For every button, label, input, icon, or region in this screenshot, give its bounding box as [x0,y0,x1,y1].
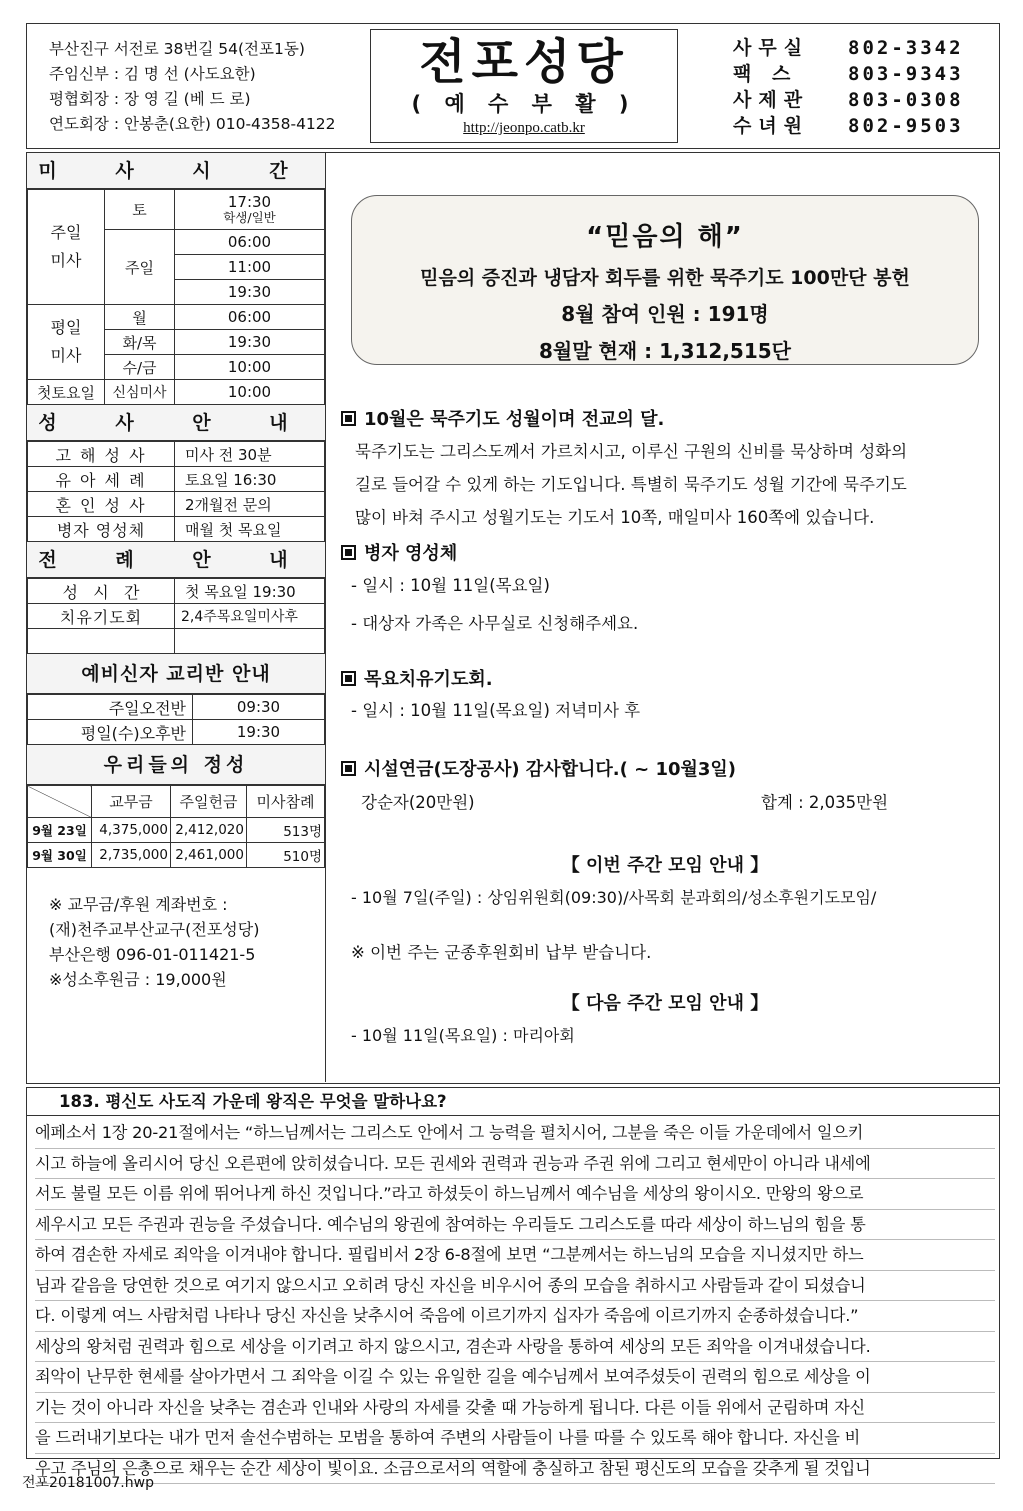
catechism-line: 서도 불릴 모든 이름 위에 뛰어나게 하신 것입니다.”라고 하셨듯이 하느님께서 예수님을 세상의 왕이시오. 만왕의 왕으로 [35,1179,995,1210]
catechism-line: 하여 겸손한 자세로 죄악을 이겨내야 합니다. 필립비서 2장 6-8절에 보면 “그분께서는 하느님의 모습을 지니셨지만 하느 [35,1240,995,1271]
catechumen-class: 주일오전반 [28,695,193,720]
catechumen-title: 예비신자 교리반 안내 [27,654,325,694]
this-week-item: - 10월 7일(주일) : 상임위원회(09:30)/사목회 분과회의/성소후원기도모임/ [351,888,877,907]
sunday-time-1: 06:00 [175,230,325,255]
this-week-note: ※ 이번 주는 군종후원회비 납부 받습니다. [351,943,652,962]
healing-prayer-notice [341,667,981,729]
church-subtitle: ( 예 수 부 활 ) [411,92,637,116]
square-bullet-icon [341,545,356,560]
contact-convent: 수녀원 802-9503 [733,115,964,137]
contact-list [733,35,964,139]
catechism-body [27,1116,999,1484]
middle-frame [26,152,1000,1084]
sacrament-name: 고 해 성 사 [28,442,175,467]
sunday-mass-label: 주일 미사 [28,190,105,305]
catechism-line: 세상의 왕처럼 권력과 힘으로 세상을 이기려고 하지 않으시고, 겸손과 사랑을 통하여 세상의 모든 죄악을 이겨내셨습니다. [35,1332,995,1363]
catechumen-time: 09:30 [193,695,325,720]
memorial-president: 연도회장 : 안봉춘(요한) 010-4358-4122 [49,115,336,133]
sacrament-name: 혼 인 성 사 [28,492,175,517]
notice-heading: 시설연금(도장공사) 감사합니다.( ~ 10월3일) [364,759,737,780]
liturgy-empty-cell [175,629,325,654]
notice-line: 많이 바쳐 주시고 성월기도는 기도서 10쪽, 매일미사 160쪽에 있습니다. [355,508,875,527]
sacrament-value: 매월 첫 목요일 [175,517,325,542]
offering-title: 우리들의 정성 [27,745,325,785]
fund-total: 합계 : 2,035만원 [761,793,889,812]
offering-date: 9월 30일 [28,843,92,868]
sunday-label: 주일 [105,230,175,305]
account-heading: ※ 교무금/후원 계좌번호 : [49,895,228,914]
catechism-line: 에페소서 1장 20-21절에서는 “하느님께서는 그리스도 안에서 그 능력을 펼치시어, 그분을 죽은 이들 가운데에서 일으키 [35,1118,995,1149]
sacrament-name: 병자 영성체 [28,517,175,542]
pastor: 주임신부 : 김 명 선 (사도요한) [49,65,256,83]
notice-heading: 10월은 묵주기도 성월이며 전교의 달. [364,409,665,430]
offering-corner-cell [28,786,92,818]
catechism-line: 죄악이 난무한 현세를 살아가면서 그 죄악을 이길 수 있는 유일한 길을 예수님께서 보여주셨듯이 권력의 힘으로 세상을 이 [35,1362,995,1393]
liturgy-name: 성 시 간 [28,579,175,604]
sunday-time-3: 19:30 [175,280,325,305]
offering-date: 9월 23일 [28,818,92,843]
liturgy-value: 첫 목요일 19:30 [175,579,325,604]
this-week-title: 【 이번 주간 모임 안내 】 [561,855,769,876]
weekday-day: 월 [105,305,175,330]
main-content [333,153,997,1082]
church-title-box [370,29,678,143]
weekday-day: 화/목 [105,330,175,355]
file-name: 전포20181007.hwp [22,1475,154,1491]
contact-office: 사무실 802-3342 [733,37,964,59]
next-week-title: 【 다음 주간 모임 안내 】 [561,993,769,1014]
liturgy-table [27,578,325,654]
offering-value: 513명 [247,818,325,843]
offering-value: 4,375,000 [92,818,171,843]
offering-value: 2,412,020 [171,818,247,843]
saturday-label: 토 [105,190,175,230]
saturday-time: 17:30 학생/일반 [175,190,325,230]
first-saturday-name: 신심미사 [105,380,175,405]
address: 부산진구 서전로 38번길 54(전포1동) [49,40,305,58]
sacrament-title: 성 사 안 내 [27,405,325,441]
catechumen-class: 평일(수)오후반 [28,720,193,745]
square-bullet-icon [341,671,356,686]
contact-fax: 팩 스 803-9343 [733,63,964,85]
next-week-item: - 10월 11일(목요일) : 마리아회 [351,1026,575,1045]
weekday-time: 10:00 [175,355,325,380]
sunday-time-2: 11:00 [175,255,325,280]
contact-rectory: 사제관 803-0308 [733,89,964,111]
church-name: 전포성당 [419,34,629,90]
sacrament-name: 유 아 세 례 [28,467,175,492]
weekday-mass-label: 평일 미사 [28,305,105,380]
catechism-line: 을 드러내기보다는 내가 먼저 솔선수범하는 모범을 통하여 주변의 사람들이 나를 따를 수 있도록 해야 합니다. 자신을 비 [35,1423,995,1454]
notice-line: 묵주기도는 그리스도께서 가르치시고, 이루신 구원의 신비를 묵상하며 성화의 [355,442,908,461]
sacrament-value: 토요일 16:30 [175,467,325,492]
liturgy-name: 치유기도회 [28,604,175,629]
year-of-faith-box [351,195,979,365]
notice-line: 길로 들어갈 수 있게 하는 기도입니다. 특별히 묵주기도 성월 기간에 묵주기도 [355,475,907,494]
offering-value: 2,461,000 [171,843,247,868]
catechism-line: 다. 이렇게 여느 사람처럼 나타나 당신 자신을 낮추시어 죽음에 이르기까지 십자가 죽음에 이르기까지 순종하셨습니다.” [35,1301,995,1332]
notice-line: - 일시 : 10월 11일(목요일) 저녁미사 후 [351,701,641,720]
council-president: 평협회장 : 장 영 길 (베 드 로) [49,90,251,108]
catechism-line: 님과 같음을 당연한 것으로 여기지 않으시고 오히려 당신 자신을 비우시어 종의 모습을 취하시고 사람들과 같이 되셨습니 [35,1271,995,1302]
faith-participants: 8월 참여 인원 : 191명 [561,302,769,326]
notice-line: - 대상자 가족은 사무실로 신청해주세요. [351,614,639,633]
liturgy-empty-cell [28,629,175,654]
weekday-day: 수/금 [105,355,175,380]
account-number: 부산은행 096-01-011421-5 [49,945,256,964]
rosary-notice [341,407,981,534]
fund-donor: 강순자(20만원) [361,793,475,812]
account-info [27,868,325,992]
account-holder: (재)천주교부산교구(전포성당) [49,920,260,939]
offering-value: 510명 [247,843,325,868]
notice-line: - 일시 : 10월 11일(목요일) [351,576,550,595]
offering-table [27,785,325,868]
left-column [27,153,326,1082]
mass-title: 미 사 시 간 [27,153,325,189]
liturgy-value: 2,4주목요일미사후 [175,604,325,629]
catechism-title: 183. 평신도 사도직 가운데 왕직은 무엇을 말하나요? [27,1088,999,1116]
sacrament-value: 미사 전 30분 [175,442,325,467]
faith-total: 8월말 현재 : 1,312,515단 [538,339,791,363]
offering-header: 주일헌금 [171,786,247,818]
first-saturday-time: 10:00 [175,380,325,405]
church-url[interactable]: http://jeonpo.catb.kr [463,120,585,136]
catechism-frame [26,1087,1000,1478]
weekday-time: 19:30 [175,330,325,355]
facility-fund-notice [341,757,981,823]
catechism-line: 시고 하늘에 올리시어 당신 오른편에 앉히셨습니다. 모든 권세와 권력과 권능과 주권 위에 그리고 현세만이 아니라 내세에 [35,1149,995,1180]
weekday-time: 06:00 [175,305,325,330]
faith-subtitle: 믿음의 증진과 냉담자 회두를 위한 묵주기도 100만단 봉헌 [420,267,910,289]
sacrament-value: 2개월전 문의 [175,492,325,517]
vocation-fund: ※성소후원금 : 19,000원 [49,970,227,989]
notice-heading: 병자 영성체 [364,543,458,564]
offering-header: 교무금 [92,786,171,818]
square-bullet-icon [341,411,356,426]
liturgy-title: 전 례 안 내 [27,542,325,578]
sacrament-table [27,441,325,542]
header-frame [26,23,1000,149]
first-saturday-label: 첫토요일 [28,380,105,405]
catechism-line: 기는 것이 아니라 자신을 낮추는 겸손과 인내와 사랑의 자세를 갖출 때 가능하게 됩니다. 다른 이들 위에서 군림하며 자신 [35,1393,995,1424]
sick-communion-notice [341,541,981,643]
offering-value: 2,735,000 [92,843,171,868]
catechumen-time: 19:30 [193,720,325,745]
catechumen-table [27,694,325,745]
parish-info [49,37,336,137]
mass-table [27,189,325,405]
catechism-line: 세우시고 모든 주권과 권능을 주셨습니다. 예수님의 왕권에 참여하는 우리들도 그리스도를 따라 세상이 하느님의 힘을 통 [35,1210,995,1241]
offering-header: 미사참례 [247,786,325,818]
catechism-line: 우고 주님의 은총으로 채우는 순간 세상이 빛이요. 소금으로서의 역할에 충실하고 참된 평신도의 모습을 갖추게 될 것입니 [35,1454,995,1485]
faith-title: “믿음의 해” [586,222,744,252]
notice-heading: 목요치유기도회. [364,669,493,690]
square-bullet-icon [341,761,356,776]
